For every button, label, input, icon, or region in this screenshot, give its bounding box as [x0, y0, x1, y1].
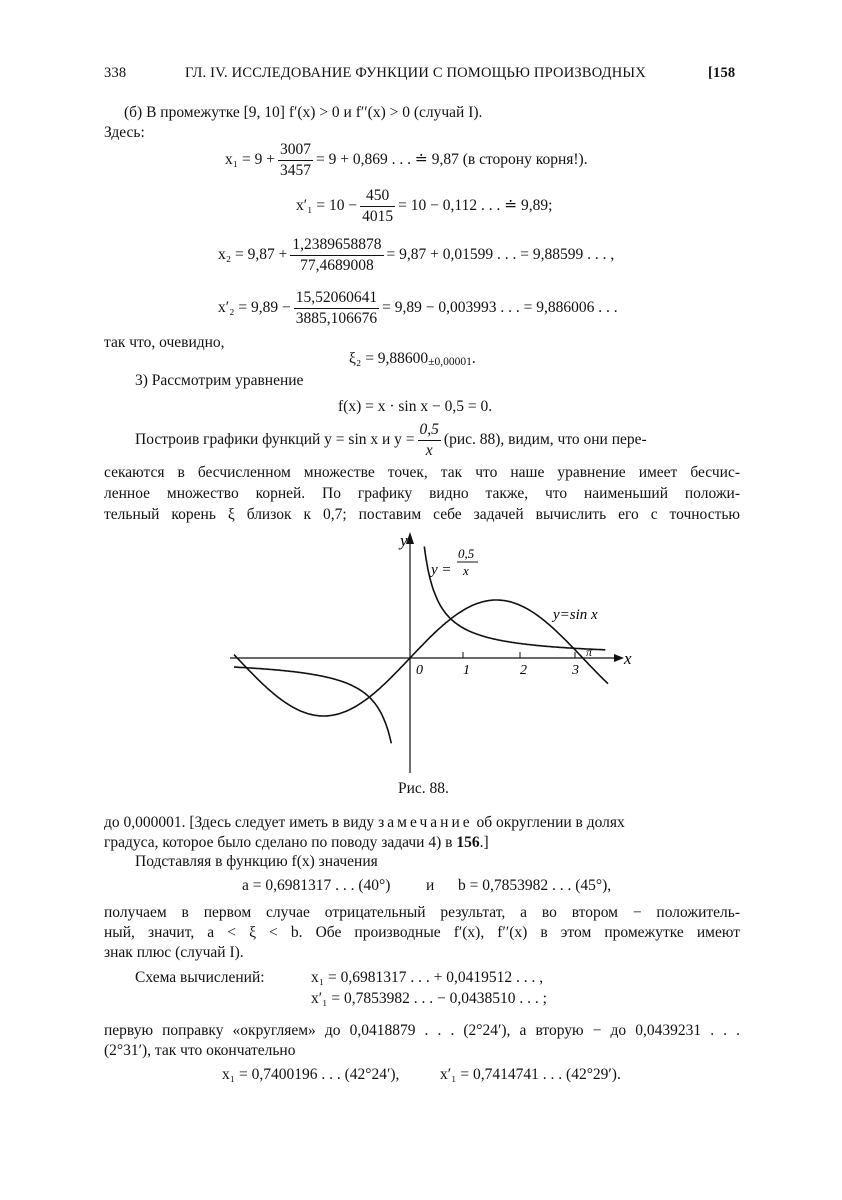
scheme-label: Схема вычислений:	[135, 969, 265, 986]
part3-heading: 3) Рассмотрим уравнение	[135, 372, 304, 389]
part3-p1-first-line: Построив графики функций y = sin x и y = $\frac{0,5}{x}$ (рис. 88), видим, что они пере-	[135, 421, 647, 459]
after-line-5: ный, значит, a < ξ < b. Обе производные f′(x), f′′(x) в этом промежутке имеют	[104, 924, 740, 941]
tick-label-2: 2	[520, 663, 527, 678]
part-b-intro: (б) В промежутке [9, 10] f′(x) > 0 и f′′(x) > 0 (случай I).	[124, 104, 483, 121]
scheme-x1: x₁ = 0,6981317 . . . + 0,0419512 . . . ,	[311, 969, 544, 986]
xi2-result: ξ₂ = 9,88600±0,00001.	[349, 350, 476, 368]
so-clearly: так что, очевидно,	[104, 334, 225, 351]
after-line-8: (2°31′), так что окончательно	[104, 1042, 296, 1059]
tick-label-3: 3	[572, 663, 579, 678]
final-x1-prime: x′₁ = 0,7414741 . . . (42°29′).	[440, 1066, 621, 1083]
formula-x2: x₂ = 9,87 + $\frac{1,2389658878}{77,4689008}$ = 9,87 + 0,01599 . . . = 9,88599 . . . ,	[218, 236, 615, 274]
part3-line-1: секаются в бесчисленном множестве точек, так что наше уравнение имеет бесчис-	[104, 464, 740, 481]
here-label: Здесь:	[104, 124, 145, 141]
after-line-2: градуса, которое было сделано по поводу задачи 4) в 156.]	[104, 834, 489, 851]
values-and: и	[426, 877, 435, 894]
scheme-x1-prime: x′₁ = 0,7853982 . . . − 0,0438510 . . . ;	[311, 990, 547, 1007]
section-number: [158	[708, 65, 736, 81]
tick-label-1: 1	[463, 663, 470, 678]
x-axis-arrow	[614, 654, 624, 662]
part3-equation: f(x) = x · sin x − 0,5 = 0.	[338, 398, 493, 415]
formula-x2-prime: x′₂ = 9,89 − $\frac{15,52060641}{3885,106676}$ = 9,89 − 0,003993 . . . = 9,886006 . . .	[218, 289, 618, 327]
tick-label-pi: π	[586, 645, 593, 659]
x-axis-label: x	[624, 649, 632, 668]
page-number: 338	[104, 65, 127, 81]
figure-88	[220, 528, 640, 778]
formula-x1: x₁ = 9 + $\frac{3007}{3457}$ = 9 + 0,869 . . . ≐ 9,87 (в сторону корня!).	[225, 141, 588, 179]
part3-line-2: ленное множество корней. По графику видно также, что наименьший положи-	[104, 485, 740, 502]
hyperbola-label-y: y =	[431, 562, 452, 578]
after-line-4: получаем в первом случае отрицательный результат, а во втором − положитель-	[104, 904, 740, 921]
hyperbola-label-num: 0,5	[458, 546, 475, 561]
values-a: a = 0,6981317 . . . (40°)	[242, 877, 391, 894]
after-line-7: первую поправку «округляем» до 0,0418879 . . . (2°24′), а вторую − до 0,0439231 . . .	[104, 1022, 740, 1039]
values-b: b = 0,7853982 . . . (45°),	[458, 877, 612, 894]
running-title: ГЛ. IV. ИССЛЕДОВАНИЕ ФУНКЦИИ С ПОМОЩЬЮ ПРОИЗВОДНЫХ	[185, 65, 646, 81]
tick-label-0: 0	[416, 663, 423, 678]
after-line-3: Подставляя в функцию f(x) значения	[135, 853, 378, 870]
after-line-6: знак плюс (случай I).	[104, 944, 244, 961]
hyperbola-label-den: x	[463, 563, 469, 578]
after-line-1: до 0,000001. [Здесь следует иметь в виду замечание об округлении в долях	[104, 814, 625, 831]
part3-line-3: тельный корень ξ близок к 0,7; поставим себе задачей вычислить его с точностью	[104, 506, 740, 523]
figure-caption: Рис. 88.	[398, 780, 449, 797]
final-x1: x₁ = 0,7400196 . . . (42°24′),	[222, 1066, 400, 1083]
sin-label: y=sin x	[553, 607, 598, 623]
formula-x1-prime: x′₁ = 10 − $\frac{450}{4015}$ = 10 − 0,112 . . . ≐ 9,89;	[296, 187, 553, 225]
y-axis-label: y	[400, 531, 408, 550]
